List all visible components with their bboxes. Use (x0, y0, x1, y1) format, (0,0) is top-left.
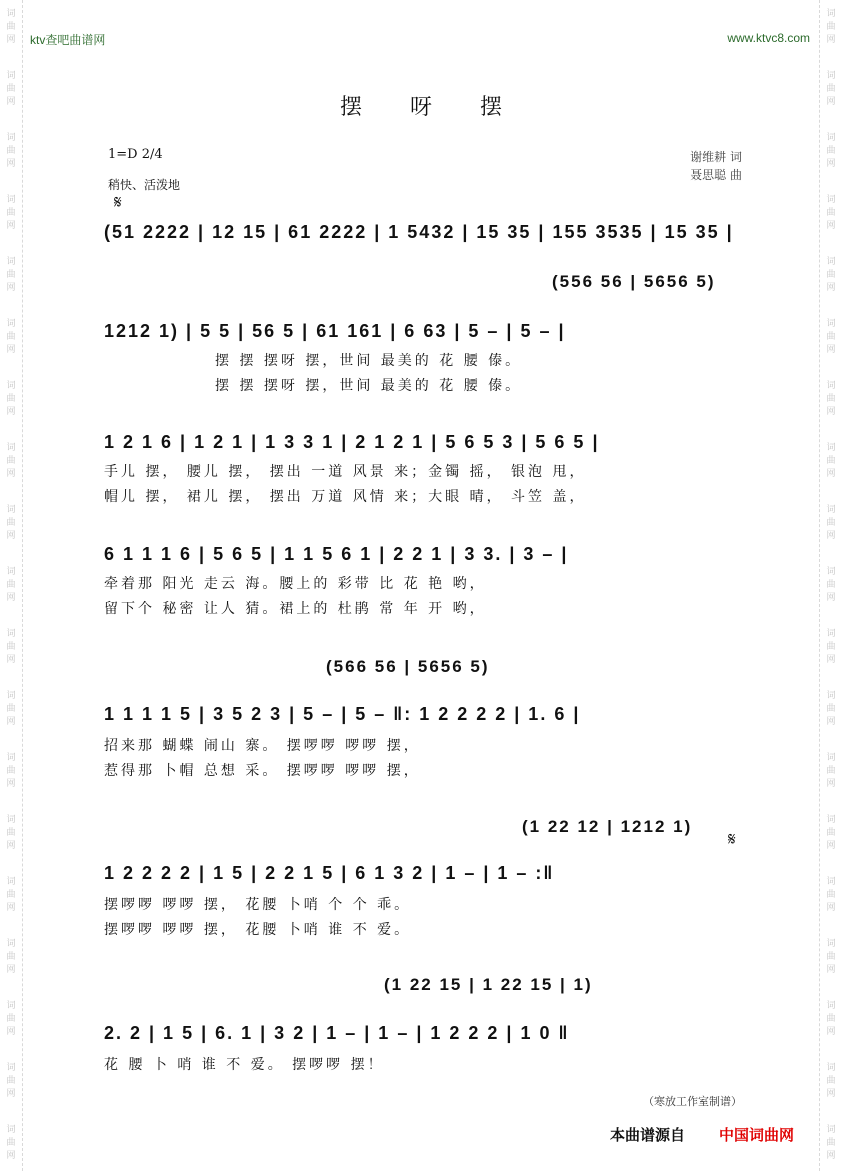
watermark-glyph: 词 (6, 195, 16, 205)
watermark-glyph: 网 (6, 35, 16, 45)
segno-sign-end: 𝄋 (728, 829, 736, 850)
watermark-glyph: 曲 (6, 890, 16, 900)
watermark-glyph: 曲 (6, 518, 16, 528)
watermark-glyph: 词 (826, 71, 836, 81)
watermark-glyph: 曲 (6, 642, 16, 652)
watermark-glyph: 曲 (826, 642, 836, 652)
watermark-glyph: 曲 (6, 952, 16, 962)
interlude-notes-3: (1 22 12 | 1212 1) (522, 817, 693, 836)
watermark-glyph: 词 (6, 319, 16, 329)
watermark-glyph: 网 (6, 717, 16, 727)
notation-line-7: 2. 2 | 1 5 | 6. 1 | 3 2 | 1 – | 1 – | 1 2 2 2 | 1 0 ‖ (104, 1022, 570, 1043)
watermark-glyph: 网 (6, 593, 16, 603)
watermark-glyph: 曲 (826, 208, 836, 218)
watermark-glyph: 网 (6, 531, 16, 541)
lyricist-credit: 谢维耕 词 (690, 150, 742, 164)
watermark-glyph: 曲 (826, 146, 836, 156)
watermark-glyph: 曲 (6, 208, 16, 218)
lyric-line-4-verse-1: 牵着那 阳光 走云 海。腰上的 彩带 比 花 艳 哟， (104, 576, 487, 592)
watermark-glyph: 网 (826, 97, 836, 107)
watermark-glyph: 网 (826, 469, 836, 479)
watermark-glyph: 网 (6, 97, 16, 107)
watermark-glyph: 曲 (826, 394, 836, 404)
tempo-marking: 稍快、活泼地 (108, 178, 181, 192)
watermark-glyph: 词 (826, 1063, 836, 1073)
site-name-left[interactable]: ktv查吧曲谱网 (30, 33, 106, 47)
notation-line-6: 1 2 2 2 2 | 1 5 | 2 2 1 5 | 6 1 3 2 | 1 – | 1 – :‖ (104, 862, 555, 883)
watermark-glyph: 曲 (6, 1014, 16, 1024)
watermark-glyph: 曲 (6, 828, 16, 838)
interlude-notes-2: (566 56 | 5656 5) (326, 657, 490, 676)
interlude-notes-4: (1 22 15 | 1 22 15 | 1) (384, 975, 593, 994)
watermark-glyph: 词 (6, 939, 16, 949)
lyric-line-6-verse-1: 摆啰啰 啰啰 摆， 花腰 卜哨 个 个 乖。 (104, 897, 412, 913)
watermark-glyph: 词 (826, 815, 836, 825)
watermark-glyph: 曲 (826, 22, 836, 32)
site-url-right[interactable]: www.ktvc8.com (727, 31, 810, 45)
watermark-glyph: 词 (826, 877, 836, 887)
watermark-glyph: 网 (826, 283, 836, 293)
watermark-glyph: 网 (826, 965, 836, 975)
watermark-glyph: 网 (826, 221, 836, 231)
watermark-glyph: 网 (826, 1151, 836, 1161)
notation-line-5: 1 1 1 1 5 | 3 5 2 3 | 5 – | 5 – ‖: 1 2 2 2 2 | 1. 6 | (104, 703, 581, 724)
watermark-glyph: 网 (826, 1027, 836, 1037)
watermark-glyph: 网 (6, 407, 16, 417)
watermark-glyph: 词 (826, 319, 836, 329)
watermark-glyph: 网 (6, 965, 16, 975)
watermark-glyph: 词 (6, 629, 16, 639)
watermark-glyph: 曲 (6, 704, 16, 714)
watermark-glyph: 曲 (826, 890, 836, 900)
watermark-glyph: 词 (826, 1125, 836, 1135)
lyric-line-5-verse-1: 招来那 蝴蝶 闹山 寨。 摆啰啰 啰啰 摆， (104, 738, 421, 754)
watermark-glyph: 网 (6, 779, 16, 789)
watermark-glyph: 词 (6, 71, 16, 81)
watermark-glyph: 词 (826, 257, 836, 267)
source-site-link[interactable]: 中国词曲网 (719, 1126, 795, 1144)
watermark-glyph: 网 (826, 841, 836, 851)
watermark-glyph: 曲 (826, 766, 836, 776)
watermark-glyph: 词 (826, 133, 836, 143)
lyric-line-6-verse-2: 摆啰啰 啰啰 摆， 花腰 卜哨 谁 不 爱。 (104, 922, 412, 938)
watermark-glyph: 曲 (6, 22, 16, 32)
watermark-glyph: 词 (826, 443, 836, 453)
watermark-glyph: 网 (6, 159, 16, 169)
key-signature: 1=D 2/4 (108, 147, 163, 162)
watermark-glyph: 词 (6, 9, 16, 19)
watermark-glyph: 词 (6, 381, 16, 391)
watermark-glyph: 词 (6, 1001, 16, 1011)
watermark-glyph: 曲 (826, 456, 836, 466)
watermark-glyph: 网 (6, 655, 16, 665)
lyric-line-3-verse-1: 手儿 摆， 腰儿 摆， 摆出 一道 风景 来；金镯 摇， 银泡 甩， (104, 464, 587, 480)
lyric-line-5-verse-2: 惹得那 卜帽 总想 采。 摆啰啰 啰啰 摆， (104, 763, 421, 779)
watermark-glyph: 网 (826, 159, 836, 169)
watermark-glyph: 曲 (6, 332, 16, 342)
watermark-glyph: 词 (6, 877, 16, 887)
lyric-line-4-verse-2: 留下个 秘密 让人 猜。裙上的 杜鹃 常 年 开 哟， (104, 601, 487, 617)
watermark-glyph: 词 (6, 443, 16, 453)
watermark-glyph: 网 (6, 345, 16, 355)
watermark-glyph: 词 (6, 815, 16, 825)
watermark-glyph: 曲 (826, 828, 836, 838)
lyric-line-2-verse-1: 摆 摆 摆呀 摆，世间 最美的 花 腰 傣。 (215, 353, 523, 369)
lyric-line-3-verse-2: 帽儿 摆， 裙儿 摆， 摆出 万道 风情 来；大眼 晴， 斗笠 盖， (104, 489, 587, 505)
watermark-glyph: 词 (6, 1063, 16, 1073)
watermark-glyph: 网 (6, 1027, 16, 1037)
watermark-glyph: 曲 (6, 84, 16, 94)
watermark-glyph: 曲 (6, 146, 16, 156)
watermark-glyph: 曲 (6, 580, 16, 590)
interlude-notes-1: (556 56 | 5656 5) (552, 272, 716, 291)
watermark-glyph: 网 (826, 345, 836, 355)
segno-sign: 𝄋 (114, 192, 122, 213)
watermark-glyph: 网 (6, 283, 16, 293)
watermark-glyph: 词 (6, 753, 16, 763)
watermark-glyph: 词 (6, 505, 16, 515)
watermark-glyph: 网 (826, 593, 836, 603)
watermark-glyph: 词 (6, 691, 16, 701)
watermark-glyph: 词 (826, 505, 836, 515)
watermark-glyph: 网 (826, 779, 836, 789)
watermark-glyph: 网 (6, 1151, 16, 1161)
watermark-glyph: 曲 (6, 766, 16, 776)
watermark-glyph: 词 (826, 753, 836, 763)
composer-credit: 聂思聪 曲 (690, 168, 742, 182)
watermark-glyph: 词 (826, 381, 836, 391)
watermark-glyph: 曲 (6, 1076, 16, 1086)
watermark-glyph: 词 (826, 567, 836, 577)
watermark-glyph: 曲 (6, 394, 16, 404)
watermark-glyph: 曲 (826, 1138, 836, 1148)
watermark-glyph: 曲 (826, 332, 836, 342)
watermark-glyph: 网 (826, 407, 836, 417)
watermark-glyph: 词 (826, 195, 836, 205)
watermark-glyph: 曲 (826, 84, 836, 94)
watermark-glyph: 曲 (6, 1138, 16, 1148)
watermark-glyph: 词 (6, 1125, 16, 1135)
watermark-glyph: 网 (826, 903, 836, 913)
lyric-line-2-verse-2: 摆 摆 摆呀 摆，世间 最美的 花 腰 傣。 (215, 378, 523, 394)
watermark-glyph: 词 (826, 9, 836, 19)
watermark-glyph: 网 (826, 531, 836, 541)
watermark-glyph: 曲 (6, 456, 16, 466)
notation-line-4: 6 1 1 1 6 | 5 6 5 | 1 1 5 6 1 | 2 2 1 | 3 3. | 3 – | (104, 543, 569, 564)
watermark-glyph: 词 (826, 691, 836, 701)
watermark-glyph: 曲 (826, 1014, 836, 1024)
watermark-glyph: 曲 (826, 580, 836, 590)
watermark-glyph: 词 (826, 1001, 836, 1011)
notation-line-2: 1212 1) | 5 5 | 56 5 | 61 161 | 6 63 | 5 – | 5 – | (104, 320, 566, 341)
watermark-glyph: 曲 (826, 1076, 836, 1086)
watermark-glyph: 词 (6, 567, 16, 577)
notation-line-1: (51 2222 | 12 15 | 61 2222 | 1 5432 | 15 35 | 155 3535 | 15 35 | (104, 221, 734, 242)
watermark-glyph: 曲 (826, 952, 836, 962)
watermark-glyph: 词 (6, 133, 16, 143)
engraver-note: （寒放工作室制谱） (643, 1095, 742, 1108)
watermark-glyph: 词 (826, 939, 836, 949)
notation-line-3: 1 2 1 6 | 1 2 1 | 1 3 3 1 | 2 1 2 1 | 5 6 5 3 | 5 6 5 | (104, 431, 600, 452)
watermark-glyph: 网 (826, 655, 836, 665)
watermark-glyph: 网 (826, 717, 836, 727)
lyric-line-7: 花 腰 卜 哨 谁 不 爱。 摆啰啰 摆！ (104, 1057, 385, 1073)
watermark-glyph: 网 (6, 903, 16, 913)
song-title: 摆呀摆 (339, 95, 550, 120)
source-label: 本曲谱源自 (610, 1126, 686, 1144)
watermark-glyph: 网 (6, 469, 16, 479)
watermark-glyph: 网 (6, 1089, 16, 1099)
watermark-glyph: 网 (826, 35, 836, 45)
watermark-glyph: 网 (6, 841, 16, 851)
watermark-glyph: 曲 (6, 270, 16, 280)
watermark-glyph: 曲 (826, 270, 836, 280)
watermark-glyph: 词 (826, 629, 836, 639)
watermark-glyph: 词 (6, 257, 16, 267)
watermark-glyph: 网 (6, 221, 16, 231)
watermark-glyph: 曲 (826, 704, 836, 714)
watermark-glyph: 曲 (826, 518, 836, 528)
watermark-glyph: 网 (826, 1089, 836, 1099)
